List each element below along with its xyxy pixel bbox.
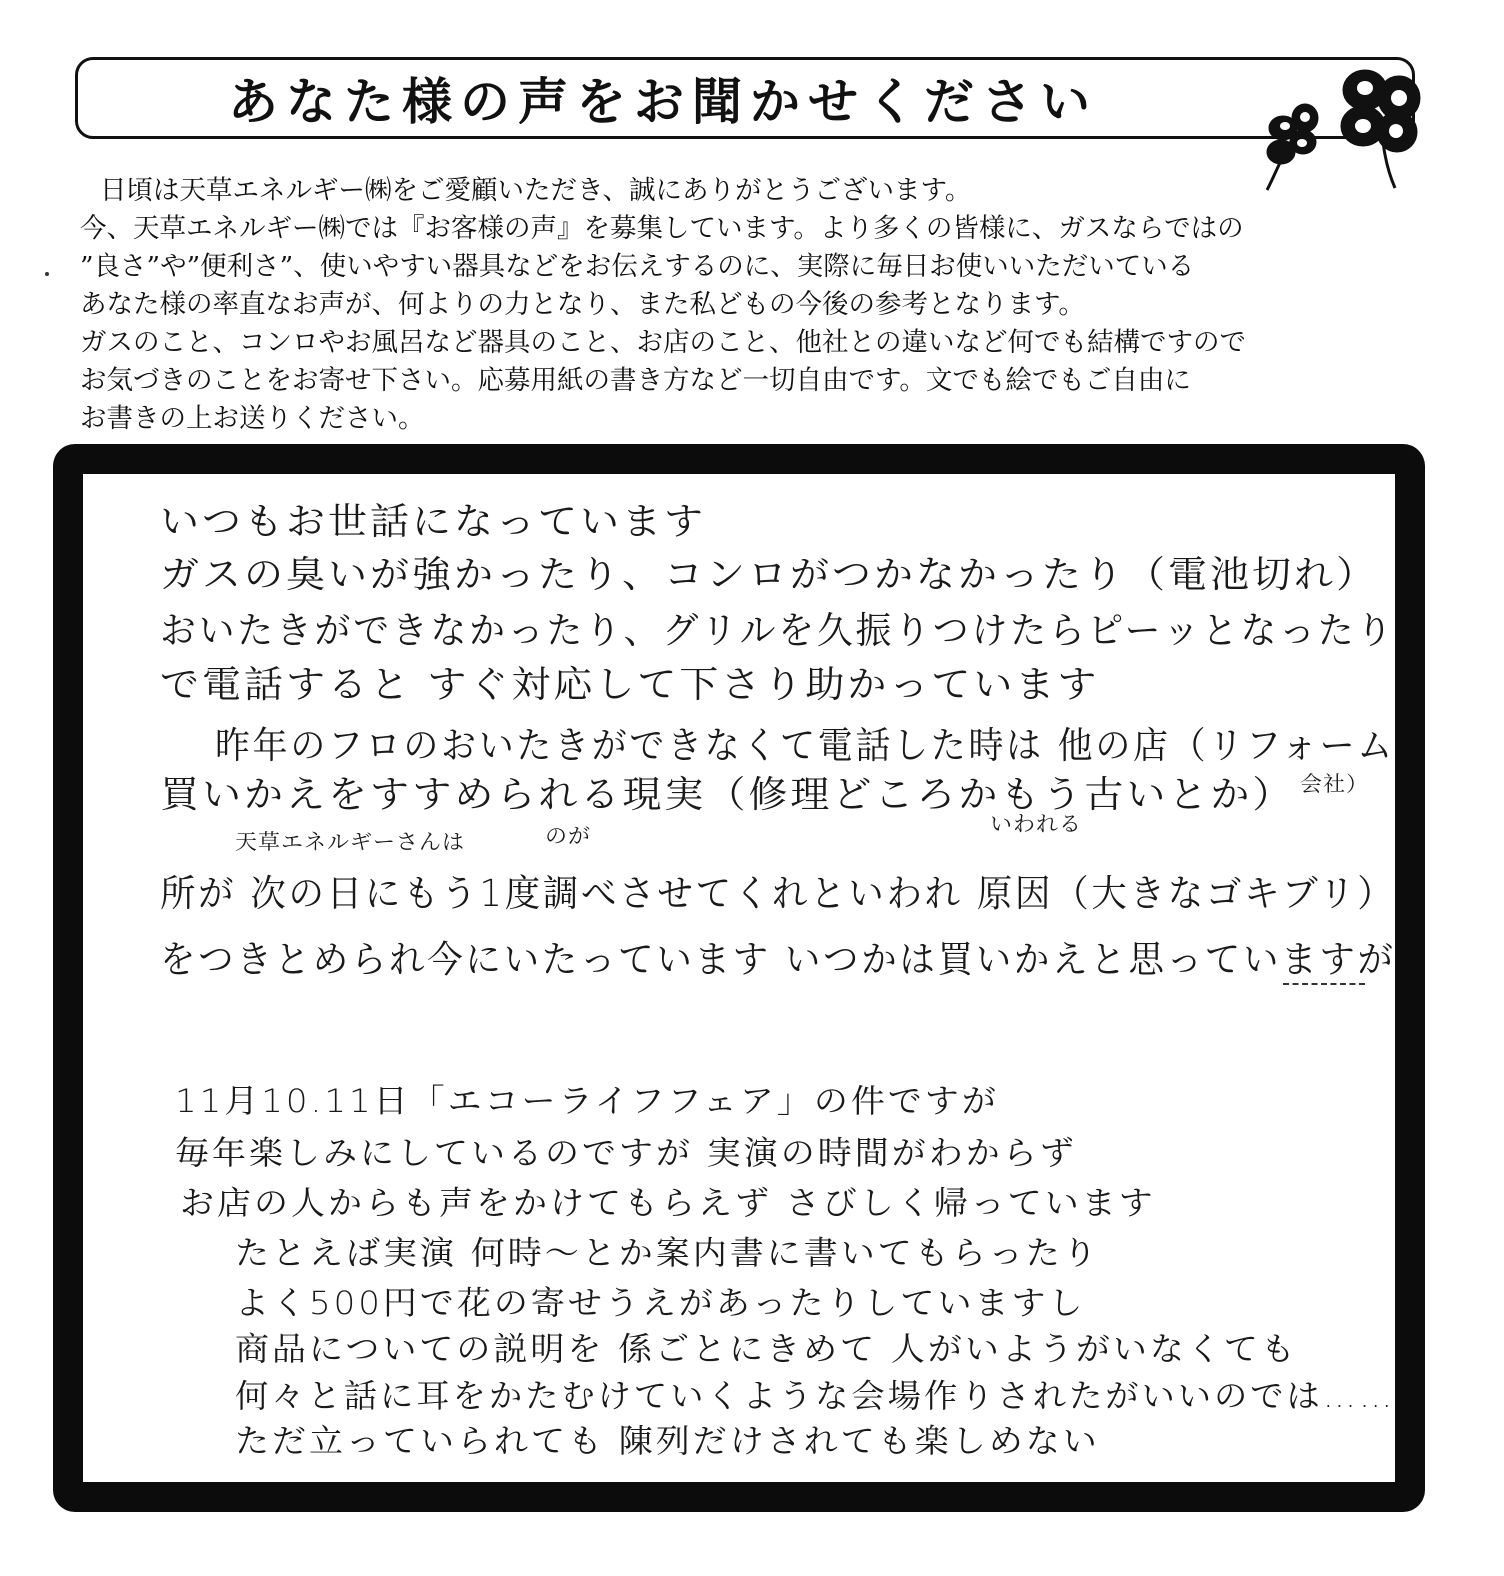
intro-line: お気づきのことをお寄せ下さい。応募用紙の書き方など一切自由です。文でも絵でもご自由に: [80, 365, 1191, 396]
page-title: あなた様の声をお聞かせください: [228, 73, 1098, 131]
handwritten-line: いつもお世話になっています: [160, 500, 707, 544]
intro-line: 今、天草エネルギー㈱では『お客様の声』を募集しています。より多くの皆様に、ガスならではの: [80, 213, 1244, 244]
underline-dashes: [1283, 983, 1365, 985]
handwritten-line: で電話すると すぐ対応して下さり助かっています: [160, 663, 1100, 707]
title-banner: [75, 57, 1415, 139]
handwritten-line: たとえば実演 何時〜とか案内書に書いてもらったり: [235, 1234, 1100, 1273]
handwritten-line: ガスの臭いが強かったり、コンロがつかなかったり（電池切れ）: [160, 553, 1379, 597]
intro-text: [80, 172, 1440, 438]
handwritten-line: 何々と話に耳をかたむけていくような会場作りされたがいいのでは……: [235, 1377, 1396, 1416]
handwritten-line: 所が 次の日にもう1度調べさせてくれといわれ 原因（大きなゴキブリ）: [160, 872, 1396, 916]
handwritten-line: 毎年楽しみにしているのですが 実演の時間がわからず: [175, 1134, 1077, 1173]
handwritten-line: 昨年のフロのおいたきができなくて電話した時は 他の店（リフォーム: [215, 724, 1395, 768]
handwritten-line: お店の人からも声をかけてもらえず さびしく帰っています: [180, 1184, 1156, 1223]
handwritten-note: 会社）: [1300, 772, 1370, 797]
handwritten-line: よく500円で花の寄せうえがあったりしていますし: [235, 1284, 1086, 1323]
stray-dot: [45, 272, 49, 276]
handwritten-line: おいたきができなかったり、グリルを久振りつけたらピーッとなったり: [160, 609, 1396, 653]
intro-line: お書きの上お送りください。: [80, 403, 425, 434]
intro-line: あなた様の率直なお声が、何よりの力となり、また私どもの今後の参考となります。: [80, 289, 1085, 320]
intro-line: 日頃は天草エネルギー㈱をご愛顧いただき、誠にありがとうございます。: [100, 175, 972, 206]
handwritten-note: のが: [545, 824, 592, 849]
handwritten-line: 商品についての説明を 係ごとにきめて 人がいようがいなくても: [235, 1330, 1298, 1369]
intro-line: ”良さ”や”便利さ”、使いやすい器具などをお伝えするのに、実際に毎日お使いいただいている: [80, 251, 1195, 282]
handwritten-line: 11月10.11日「エコーライフフェア」の件ですが: [175, 1082, 999, 1121]
handwritten-note: 天草エネルギーさんは: [235, 830, 466, 855]
handwritten-line: ただ立っていられても 陳列だけされても楽しめない: [235, 1422, 1100, 1461]
handwritten-note: いわれる: [990, 812, 1083, 837]
intro-line: ガスのこと、コンロやお風呂など器具のこと、お店のこと、他社との違いなど何でも結構ですので: [80, 327, 1246, 358]
handwritten-line: 買いかえをすすめられる現実（修理どころかもう古いとか）: [160, 773, 1295, 817]
handwritten-line: をつきとめられ今にいたっています いつかは買いかえと思っていますが: [160, 938, 1396, 982]
